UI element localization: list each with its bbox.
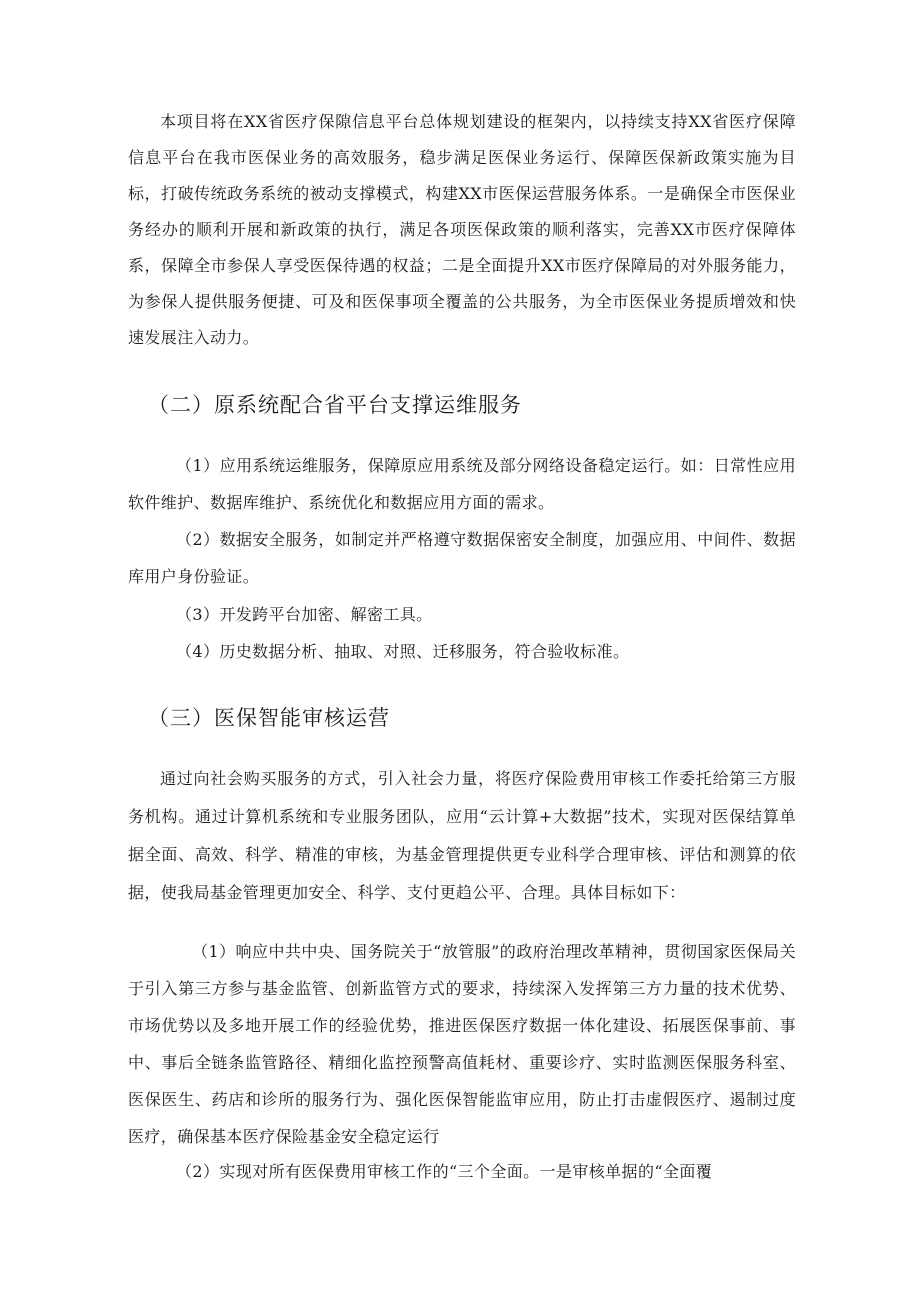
section-heading-3: （三）医保智能审核运营 [148, 706, 390, 730]
section2-item-1: （1）应用系统运维服务，保障原应用系统及部分网络设备稳定运行。如：日常性应用软件维护、数据库维护、系统优化和数据应用方面的需求。 [128, 456, 796, 512]
section3-item-2: （2）实现对所有医保费用审核工作的“三个全面。一是审核单据的“全面覆 [176, 1162, 713, 1181]
section3-item-1: （1）响应中共中央、国务院关于“放管服”的政府治理改革精神，贯彻国家医保局关于引入第三方参与基金监管、创新监管方式的要求，持续深入发挥第三方力量的技术优势、市场优势以及多地开展工作的经验优势，推进医保医疗数据一体化建设、拓展医保事前、事中、事后全链条监管路径、精细化监控预警高值耗材、重要诊疗、实时监测医保服务科室、医保医生、药店和诊所的服务行为、强化医保智能监审应用，防止打击虚假医疗、遏制过度医疗，确保基本医疗保险基金安全稳定运行 [128, 942, 796, 1146]
section3-intro-paragraph: 通过向社会购买服务的方式，引入社会力量，将医疗保险费用审核工作委托给第三方服务机构。通过计算机系统和专业服务团队，应用“云计算+大数据”技术，实现对医保结算单据全面、高效、科学、精准的审核，为基金管理提供更专业科学合理审核、评估和测算的依据，使我局基金管理更加安全、科学、支付更趋公平、合理。具体目标如下： [128, 769, 796, 902]
intro-paragraph: 本项目将在XX省医疗保隙信息平台总体规划建设的框架内，以持续支持XX省医疗保障信息平台在我市医保业务的高效服务，稳步满足医保业务运行、保障医保新政策实施为目标，打破传统政务系统的被动支撑模式，构建XX市医保运营服务体系。一是确保全市医保业务经办的顺利开展和新政策的执行，满足各项医保政策的顺利落实，完善XX市医疗保障体系，保障全市参保人享受医保待遇的权益；二是全面提升XX市医疗保障局的对外服务能力，为参保人提供服务便捷、可及和医保事项全覆盖的公共服务，为全市医保业务提质增效和快速发展注入动力。 [128, 112, 796, 347]
section2-item-2: （2）数据安全服务，如制定并严格遵守数据保密安全制度，加强应用、中间件、数据库用户身份验证。 [128, 530, 796, 586]
section2-item-3: （3）开发跨平台加密、解密工具。 [176, 605, 433, 624]
section2-item-4: （4）历史数据分析、抽取、对照、迁移服务，符合验收标准。 [176, 642, 630, 661]
section-heading-2: （二）原系统配合省平台支撑运维服务 [148, 393, 522, 417]
